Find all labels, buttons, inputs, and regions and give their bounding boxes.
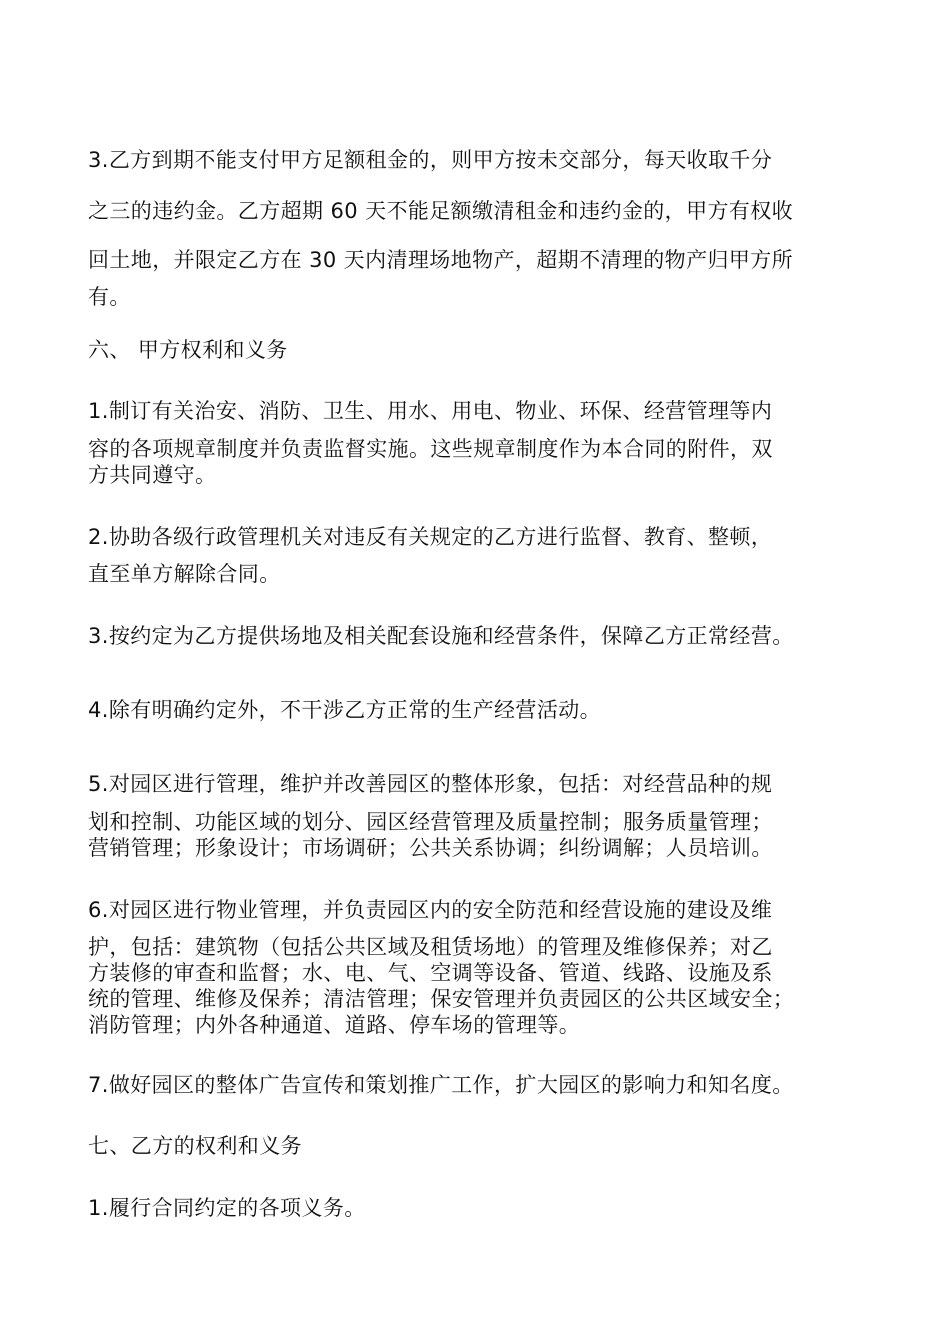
text-line: 消防管理；内外各种通道、道路、停车场的管理等。 xyxy=(88,1013,581,1037)
text-line: 7.做好园区的整体广告宣传和策划推广工作，扩大园区的影响力和知名度。 xyxy=(88,1073,794,1097)
text-line: 1.制订有关治安、消防、卫生、用水、用电、物业、环保、经营管理等内 xyxy=(88,399,773,423)
text-line: 方装修的审查和监督；水、电、气、空调等设备、管道、线路、设施及系 xyxy=(88,961,773,985)
text-line: 护，包括：建筑物（包括公共区域及租赁场地）的管理及维修保养；对乙 xyxy=(88,935,773,959)
section-heading: 六、 甲方权利和义务 xyxy=(88,338,288,362)
text-line: 4.除有明确约定外，不干涉乙方正常的生产经营活动。 xyxy=(88,698,602,722)
text-line: 直至单方解除合同。 xyxy=(88,562,281,586)
text-line: 营销管理；形象设计；市场调研；公共关系协调；纠纷调解；人员培训。 xyxy=(88,836,773,860)
text-line: 6.对园区进行物业管理，并负责园区内的安全防范和经营设施的建设及维 xyxy=(88,898,773,922)
text-line: 回土地，并限定乙方在 30 天内清理场地物产，超期不清理的物产归甲方所 xyxy=(88,248,794,272)
text-line: 3.乙方到期不能支付甲方足额租金的，则甲方按未交部分，每天收取千分 xyxy=(88,148,773,172)
text-line: 有。 xyxy=(88,285,131,309)
text-line: 2.协助各级行政管理机关对违反有关规定的乙方进行监督、教育、整顿， xyxy=(88,525,773,549)
text-line: 1.履行合同约定的各项义务。 xyxy=(88,1196,366,1220)
section-heading: 七、乙方的权利和义务 xyxy=(88,1134,302,1158)
text-line: 容的各项规章制度并负责监督实施。这些规章制度作为本合同的附件，双 xyxy=(88,437,773,461)
text-line: 3.按约定为乙方提供场地及相关配套设施和经营条件，保障乙方正常经营。 xyxy=(88,624,794,648)
text-line: 方共同遵守。 xyxy=(88,463,217,487)
text-line: 5.对园区进行管理，维护并改善园区的整体形象，包括：对经营品种的规 xyxy=(88,772,773,796)
text-line: 统的管理、维修及保养；清洁管理；保安管理并负责园区的公共区域安全； xyxy=(88,987,795,1011)
text-line: 划和控制、功能区域的划分、园区经营管理及质量控制；服务质量管理； xyxy=(88,810,773,834)
text-line: 之三的违约金。乙方超期 60 天不能足额缴清租金和违约金的，甲方有权收 xyxy=(88,199,794,223)
